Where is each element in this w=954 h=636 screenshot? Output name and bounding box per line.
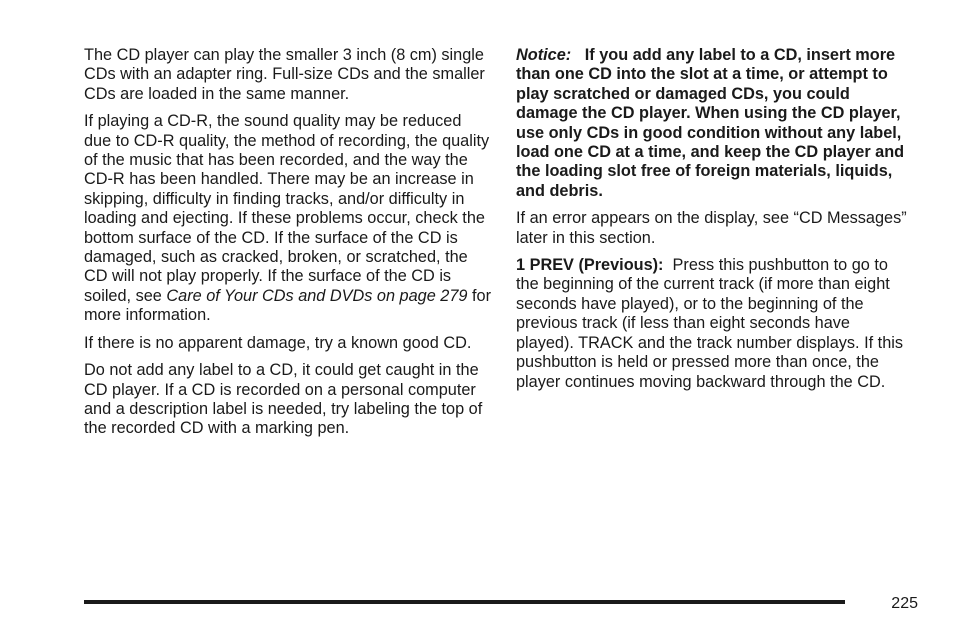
cd-r-quality-paragraph (84, 112, 492, 325)
label-warning-paragraph: Do not add any label to a CD, it could get caught in the CD player. If a CD is recorded on a personal computer and a description label is needed, try labeling the top of the recorded CD with a marking pen. (84, 361, 483, 438)
prev-button-text: Press this pushbutton to go to the beginning of the current track (if more than eight seconds have played), or to the beginning of the previous track (if less than eight seconds have played). TRACK and the track number displays. If this pushbutton is held or pressed more than once, the player continues moving backward through the CD. (516, 256, 904, 391)
prev-button-paragraph (516, 256, 912, 392)
right-column (516, 46, 912, 400)
cd-r-quality-text: If playing a CD-R, the sound quality may be reduced due to CD-R quality, the method of recording, the quality of the music that has been recorded, and the way the CD-R has been handled. There may be an increase in skipping, difficulty in finding tracks, and/or difficulty in loading and ejecting. If these problems occur, check the bottom surface of the CD. If the surface of the CD is damaged, such as cracked, broken, or scratched, the CD will not play properly. If the surface of the CD is soiled, see (84, 112, 490, 305)
prev-button-label: 1 PREV (Previous): (516, 256, 664, 275)
notice-label: Notice: (516, 46, 572, 64)
known-good-cd-paragraph: If there is no apparent damage, try a known good CD. (84, 333, 472, 352)
care-of-cds-reference-link[interactable]: Care of Your CDs and DVDs on page 279 (166, 286, 468, 305)
cd-size-paragraph: The CD player can play the smaller 3 inch (8 cm) single CDs with an adapter ring. Full-size CDs and the smaller CDs are loaded in the same manner. (84, 46, 485, 103)
left-column (84, 46, 492, 447)
footer-rule (84, 600, 845, 604)
notice-paragraph (516, 46, 912, 201)
page-number: 225 (891, 595, 918, 612)
notice-text: If you add any label to a CD, insert more than one CD into the slot at a time, or attempt to play scratched or damaged CDs, you could damage the CD player. When using the CD player, use only CDs in good condition without any label, load one CD at a time, and keep the CD player and the loading slot free of foreign materials, liquids, and debris. (516, 46, 905, 200)
cd-r-quality-tail: for more information. (84, 286, 491, 325)
error-display-paragraph: If an error appears on the display, see “CD Messages” later in this section. (516, 209, 907, 247)
